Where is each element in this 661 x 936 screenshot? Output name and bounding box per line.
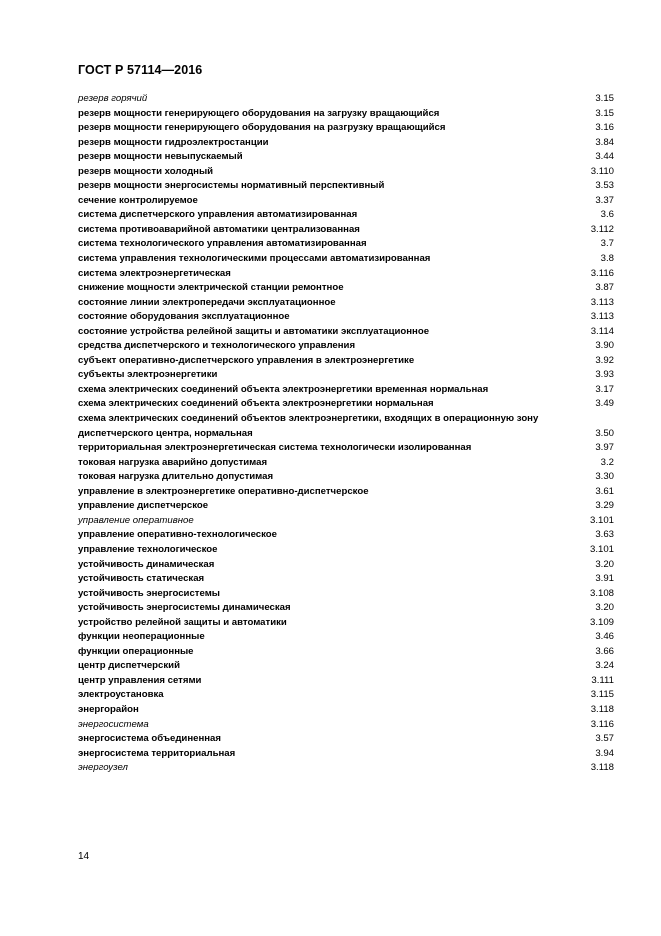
index-reference: 3.7 [600,238,614,250]
index-term: энергосистема объединенная [78,733,221,745]
index-entry [78,107,614,122]
index-term: состояние оборудования эксплуатационное [78,311,290,323]
index-term: устройство релейной защиты и автоматики [78,616,287,628]
index-term: устойчивость энергосистемы [78,587,220,599]
index-term: устойчивость динамическая [78,558,215,570]
index-term: управление оперативное [78,514,194,526]
index-entry [78,194,614,209]
index-term: энергосистема [78,718,149,730]
index-entry [78,179,614,194]
index-reference: 3.116 [590,267,614,279]
index-entry [78,732,614,747]
index-term: управление оперативно-технологическое [78,529,277,541]
index-entry [78,252,614,267]
index-term: токовая нагрузка аварийно допустимая [78,456,268,468]
index-reference: 3.114 [590,325,614,337]
index-term: схема электрических соединений объекта электроэнергетики временная нормальная [78,383,489,395]
index-reference: 3.115 [590,689,614,701]
index-entry [78,630,614,645]
index-reference: 3.37 [595,194,614,206]
index-reference: 3.20 [595,602,614,614]
index-entry [78,558,614,573]
index-reference: 3.87 [595,282,614,294]
index-reference: 3.110 [590,165,614,177]
index-entry [78,310,614,325]
index-term: резерв мощности энергосистемы нормативный перспективный [78,180,385,192]
index-term: функции неоперационные [78,631,205,643]
index-reference: 3.94 [595,747,614,759]
index-entry [78,543,614,558]
index-reference: 3.90 [595,340,614,352]
index-term: система диспетчерского управления автоматизированная [78,209,358,221]
index-term: состояние устройства релейной защиты и автоматики эксплуатационное [78,325,430,337]
index-entry [78,150,614,165]
index-term: субъекты электроэнергетики [78,369,218,381]
index-entry [78,281,614,296]
index-entry [78,645,614,660]
index-reference: 3.118 [590,762,614,774]
index-term: система электроэнергетическая [78,267,231,279]
index-entry [78,237,614,252]
index-reference: 3.91 [595,573,614,585]
index-term: резерв мощности невыпускаемый [78,151,243,163]
index-term: территориальная электроэнергетическая система технологически изолированная [78,442,472,454]
index-reference: 3.61 [595,485,614,497]
index-reference: 3.17 [595,383,614,395]
index-reference: 3.84 [595,136,614,148]
index-entry [78,674,614,689]
index-reference: 3.113 [590,311,614,323]
index-entry [78,485,614,500]
index-term: энергоузел [78,762,128,774]
index-reference: 3.66 [595,645,614,657]
index-entry [78,601,614,616]
index-reference: 3.63 [595,529,614,541]
index-term: система противоаварийной автоматики централизованная [78,223,360,235]
index-reference: 3.57 [595,733,614,745]
index-entry [78,761,614,776]
index-entry [78,296,614,311]
index-term: функции операционные [78,645,194,657]
index-term: резерв горячий [78,93,148,104]
index-term: устойчивость статическая [78,573,205,585]
index-reference: 3.44 [595,151,614,163]
index-term: резерв мощности генерирующего оборудования на разгрузку вращающийся [78,122,446,134]
index-reference: 3.93 [595,369,614,381]
index-entry [78,325,614,340]
index-term: резерв мощности гидроэлектростанции [78,136,269,148]
index-reference: 3.101 [589,514,614,526]
index-entry [78,470,614,485]
index-term: резерв мощности генерирующего оборудования на загрузку вращающийся [78,107,440,119]
index-entry [78,528,614,543]
index-entry [78,572,614,587]
index-reference: 3.2 [600,456,614,468]
index-entry [78,412,614,441]
index-entry [78,354,614,369]
index-entry [78,223,614,238]
index-term: устойчивость энергосистемы динамическая [78,602,291,614]
index-term: снижение мощности электрической станции ремонтное [78,282,344,294]
index-entry [78,136,614,151]
index-term: электроустановка [78,689,164,701]
index-reference: 3.6 [600,209,614,221]
index-reference: 3.30 [595,471,614,483]
index-entry [78,165,614,180]
index-reference: 3.15 [595,107,614,119]
index-entry [78,587,614,602]
index-entry [78,688,614,703]
index-reference: 3.116 [590,718,614,730]
index-term: схема электрических соединений объектов электроэнергетики, входящих в операционную зону диспетчерского центра, нормальная [78,413,539,439]
term-index-list [78,92,614,776]
index-term: токовая нагрузка длительно допустимая [78,471,274,483]
index-reference: 3.8 [600,253,614,265]
index-reference: 3.20 [595,558,614,570]
index-term: система технологического управления автоматизированная [78,238,367,250]
index-reference: 3.24 [595,660,614,672]
index-reference: 3.92 [595,354,614,366]
index-entry [78,368,614,383]
index-reference: 3.53 [595,180,614,192]
index-term: энергосистема территориальная [78,747,236,759]
index-term: субъект оперативно-диспетчерского управления в электроэнергетике [78,354,415,366]
index-reference: 3.111 [591,674,614,686]
index-reference: 3.49 [595,398,614,410]
index-entry [78,339,614,354]
index-reference: 3.118 [590,703,614,715]
index-entry [78,397,614,412]
index-entry [78,92,614,107]
index-term: управление технологическое [78,543,218,555]
index-term: сечение контролируемое [78,194,198,206]
index-entry [78,121,614,136]
index-reference: 3.50 [595,427,614,439]
index-entry [78,441,614,456]
index-entry [78,718,614,733]
index-entry [78,267,614,282]
index-term: средства диспетчерского и технологического управления [78,340,356,352]
index-reference: 3.112 [590,223,614,235]
document-header: ГОСТ Р 57114—2016 [78,63,203,77]
index-term: энергорайон [78,703,139,715]
index-term: управление диспетчерское [78,500,209,512]
page-number: 14 [78,851,90,862]
index-entry [78,616,614,631]
index-term: схема электрических соединений объекта электроэнергетики нормальная [78,398,434,410]
index-reference: 3.101 [589,543,614,555]
index-reference: 3.113 [590,296,614,308]
index-entry [78,747,614,762]
index-entry [78,383,614,398]
index-entry [78,514,614,529]
index-term: состояние линии электропередачи эксплуатационное [78,296,336,308]
index-term: управление в электроэнергетике оперативно-диспетчерское [78,485,369,497]
index-term: резерв мощности холодный [78,165,214,177]
index-entry [78,208,614,223]
index-reference: 3.108 [589,587,614,599]
index-reference: 3.16 [595,122,614,134]
index-entry [78,456,614,471]
index-reference: 3.46 [595,631,614,643]
index-term: система управления технологическими процессами автоматизированная [78,253,431,265]
index-reference: 3.97 [595,442,614,454]
index-entry [78,499,614,514]
index-term: центр управления сетями [78,674,202,686]
index-entry [78,703,614,718]
index-reference: 3.15 [595,93,614,104]
index-reference: 3.109 [589,616,614,628]
index-reference: 3.29 [595,500,614,512]
index-term: центр диспетчерский [78,660,180,672]
index-entry [78,659,614,674]
